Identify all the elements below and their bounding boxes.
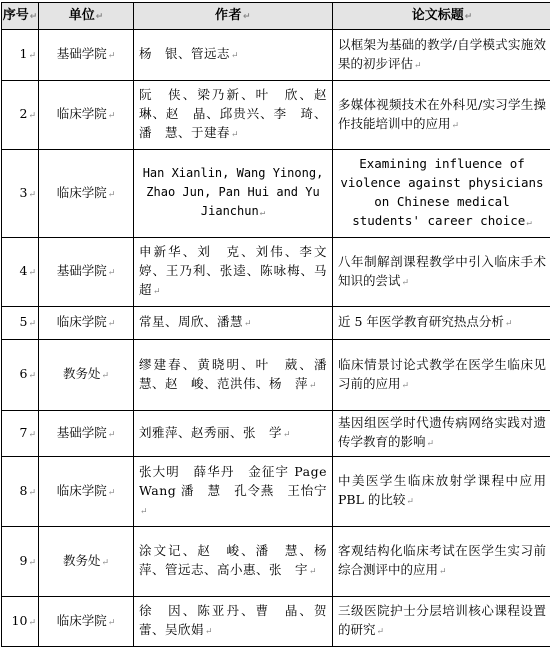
cell-title: 临床情景讨论式教学在医学生临床见习前的应用↵ <box>333 340 550 411</box>
header-no: 序号↵ <box>2 3 39 30</box>
cell-authors: Han Xianlin, Wang Yinong, Zhao Jun, Pan Hui and Yu Jianchun↵ <box>134 150 333 238</box>
cell-unit: 教务处↵ <box>39 340 134 411</box>
cell-unit: 基础学院↵ <box>39 411 134 457</box>
cell-no: 7↵ <box>2 411 39 457</box>
cell-title: 近 5 年医学教育研究热点分析↵ <box>333 307 550 340</box>
cell-title: 基因组医学时代遗传病网络实践对遗传学教育的影响↵ <box>333 411 550 457</box>
header-row <box>2 3 550 30</box>
cell-no: 8↵ <box>2 457 39 527</box>
cell-unit: 临床学院↵ <box>39 307 134 340</box>
table-row <box>2 30 550 81</box>
table-row <box>2 411 550 457</box>
cell-title: 三级医院护士分层培训核心课程设置的研究↵ <box>333 597 550 647</box>
cell-authors: 阮 侠、梁乃新、叶 欣、赵琳、赵 晶、邱贵兴、李 琦、潘 慧、于建春↵ <box>134 81 333 150</box>
cell-unit: 临床学院↵ <box>39 457 134 527</box>
cell-authors: 常星、周欣、潘慧↵ <box>134 307 333 340</box>
cell-authors: 申新华、刘 克、刘伟、李文婷、王乃利、张逵、陈咏梅、马超↵ <box>134 238 333 307</box>
cell-title: 八年制解剖课程教学中引入临床手术知识的尝试↵ <box>333 238 550 307</box>
cell-authors: 刘雅萍、赵秀丽、张 学↵ <box>134 411 333 457</box>
cell-unit: 教务处↵ <box>39 527 134 597</box>
cell-title: 以框架为基础的教学/自学模式实施效果的初步评估↵ <box>333 30 550 81</box>
cell-authors: 缪建春、黄晓明、叶 葳、潘慧、赵 峻、范洪伟、杨 萍↵ <box>134 340 333 411</box>
cell-unit: 临床学院↵ <box>39 597 134 647</box>
cell-unit: 基础学院↵ <box>39 238 134 307</box>
header-authors: 作者↵ <box>134 3 333 30</box>
cell-unit: 临床学院↵ <box>39 150 134 238</box>
cell-title: Examining influence of violence against physicians on Chinese medical students' career choice↵ <box>333 150 550 238</box>
cell-no: 3↵ <box>2 150 39 238</box>
cell-no: 1↵ <box>2 30 39 81</box>
papers-table <box>1 2 550 647</box>
cell-authors: 徐 因、陈亚丹、曹 晶、贺 蕾、吴欣娟↵ <box>134 597 333 647</box>
cell-unit: 临床学院↵ <box>39 81 134 150</box>
cell-no: 5↵ <box>2 307 39 340</box>
table-row <box>2 150 550 238</box>
cell-no: 4↵ <box>2 238 39 307</box>
table-row <box>2 307 550 340</box>
cell-title: 多媒体视频技术在外科见/实习学生操作技能培训中的应用↵ <box>333 81 550 150</box>
table-row <box>2 238 550 307</box>
header-title: 论文标题↵ <box>333 3 550 30</box>
cell-no: 10↵ <box>2 597 39 647</box>
cell-title: 中美医学生临床放射学课程中应用 PBL 的比较↵ <box>333 457 550 527</box>
cell-title: 客观结构化临床考试在医学生实习前综合测评中的应用↵ <box>333 527 550 597</box>
cell-no: 9↵ <box>2 527 39 597</box>
cell-unit: 基础学院↵ <box>39 30 134 81</box>
cell-no: 6↵ <box>2 340 39 411</box>
table-row <box>2 527 550 597</box>
cell-authors: 杨 银、管远志↵ <box>134 30 333 81</box>
table-row <box>2 340 550 411</box>
table-row <box>2 81 550 150</box>
table-row <box>2 597 550 647</box>
cell-authors: 涂文记、赵 峻、潘 慧、杨 萍、管远志、高小惠、张 宇↵ <box>134 527 333 597</box>
header-unit: 单位↵ <box>39 3 134 30</box>
cell-no: 2↵ <box>2 81 39 150</box>
table-row <box>2 457 550 527</box>
cell-authors: 张大明 薛华丹 金征宇 Page Wang 潘 慧 孔令燕 王怡宁↵ <box>134 457 333 527</box>
